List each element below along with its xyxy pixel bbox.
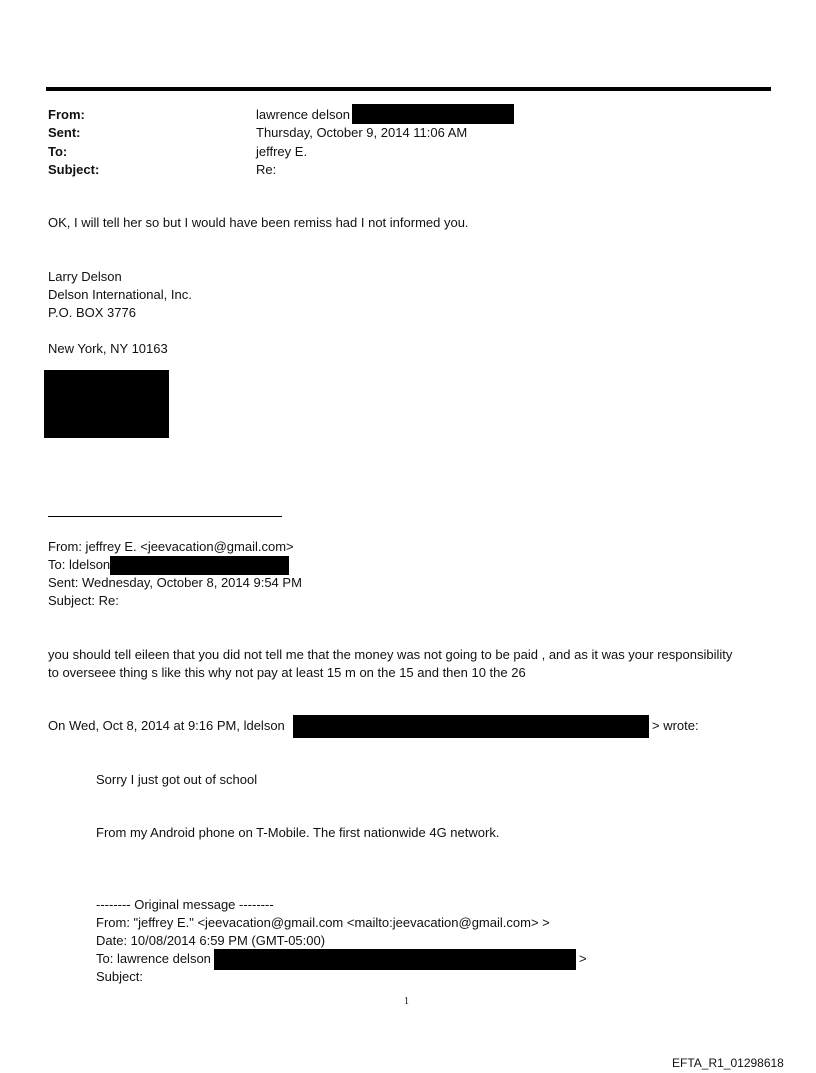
signature-separator [48,516,282,517]
quoted-body-line: to overseee thing s like this why not pay at least 15 m on the 15 and then 10 the 26 [48,665,526,680]
signature-po-box: P.O. BOX 3776 [48,305,136,320]
quoted-sent: Sent: Wednesday, October 8, 2014 9:54 PM [48,575,302,590]
message-body-line: OK, I will tell her so but I would have been remiss had I not informed you. [48,215,469,230]
original-to-prefix: To: lawrence delson [96,951,211,966]
original-subject: Subject: [96,969,143,984]
on-wrote-suffix: > wrote: [652,718,699,733]
signature-city: New York, NY 10163 [48,341,168,356]
original-date: Date: 10/08/2014 6:59 PM (GMT-05:00) [96,933,326,948]
original-message-heading: -------- Original message -------- [96,897,274,912]
original-to-suffix: > [579,951,587,966]
on-wrote-prefix: On Wed, Oct 8, 2014 at 9:16 PM, ldelson [48,718,285,733]
quoted-subject: Subject: Re: [48,593,119,608]
sent-value: Thursday, October 9, 2014 11:06 AM [256,125,468,140]
reply-line: Sorry I just got out of school [96,772,258,787]
redaction-box [110,556,289,575]
to-label: To: [48,144,68,159]
quoted-body-line: you should tell eileen that you did not tell me that the money was not going to be paid , and as it was your responsibility [48,647,733,662]
redaction-box [44,370,169,438]
quoted-to: To: ldelson [48,557,111,572]
redaction-box [293,715,649,738]
page-number: 1 [404,996,409,1007]
from-label: From: [48,107,85,122]
subject-value: Re: [256,162,277,177]
signature-name: Larry Delson [48,269,122,284]
document-id: EFTA_R1_01298618 [672,1056,784,1070]
redaction-box [214,949,576,970]
quoted-from: From: jeffrey E. <jeevacation@gmail.com> [48,539,294,554]
redaction-box [352,104,514,124]
header-rule [46,87,771,91]
from-value: lawrence delson [256,107,350,122]
original-from: From: "jeffrey E." <jeevacation@gmail.com <mailto:jeevacation@gmail.com> > [96,915,550,930]
sent-label: Sent: [48,125,81,140]
to-value: jeffrey E. [256,144,308,159]
subject-label: Subject: [48,162,100,177]
signature-company: Delson International, Inc. [48,287,192,302]
reply-signature-line: From my Android phone on T-Mobile. The first nationwide 4G network. [96,825,500,840]
